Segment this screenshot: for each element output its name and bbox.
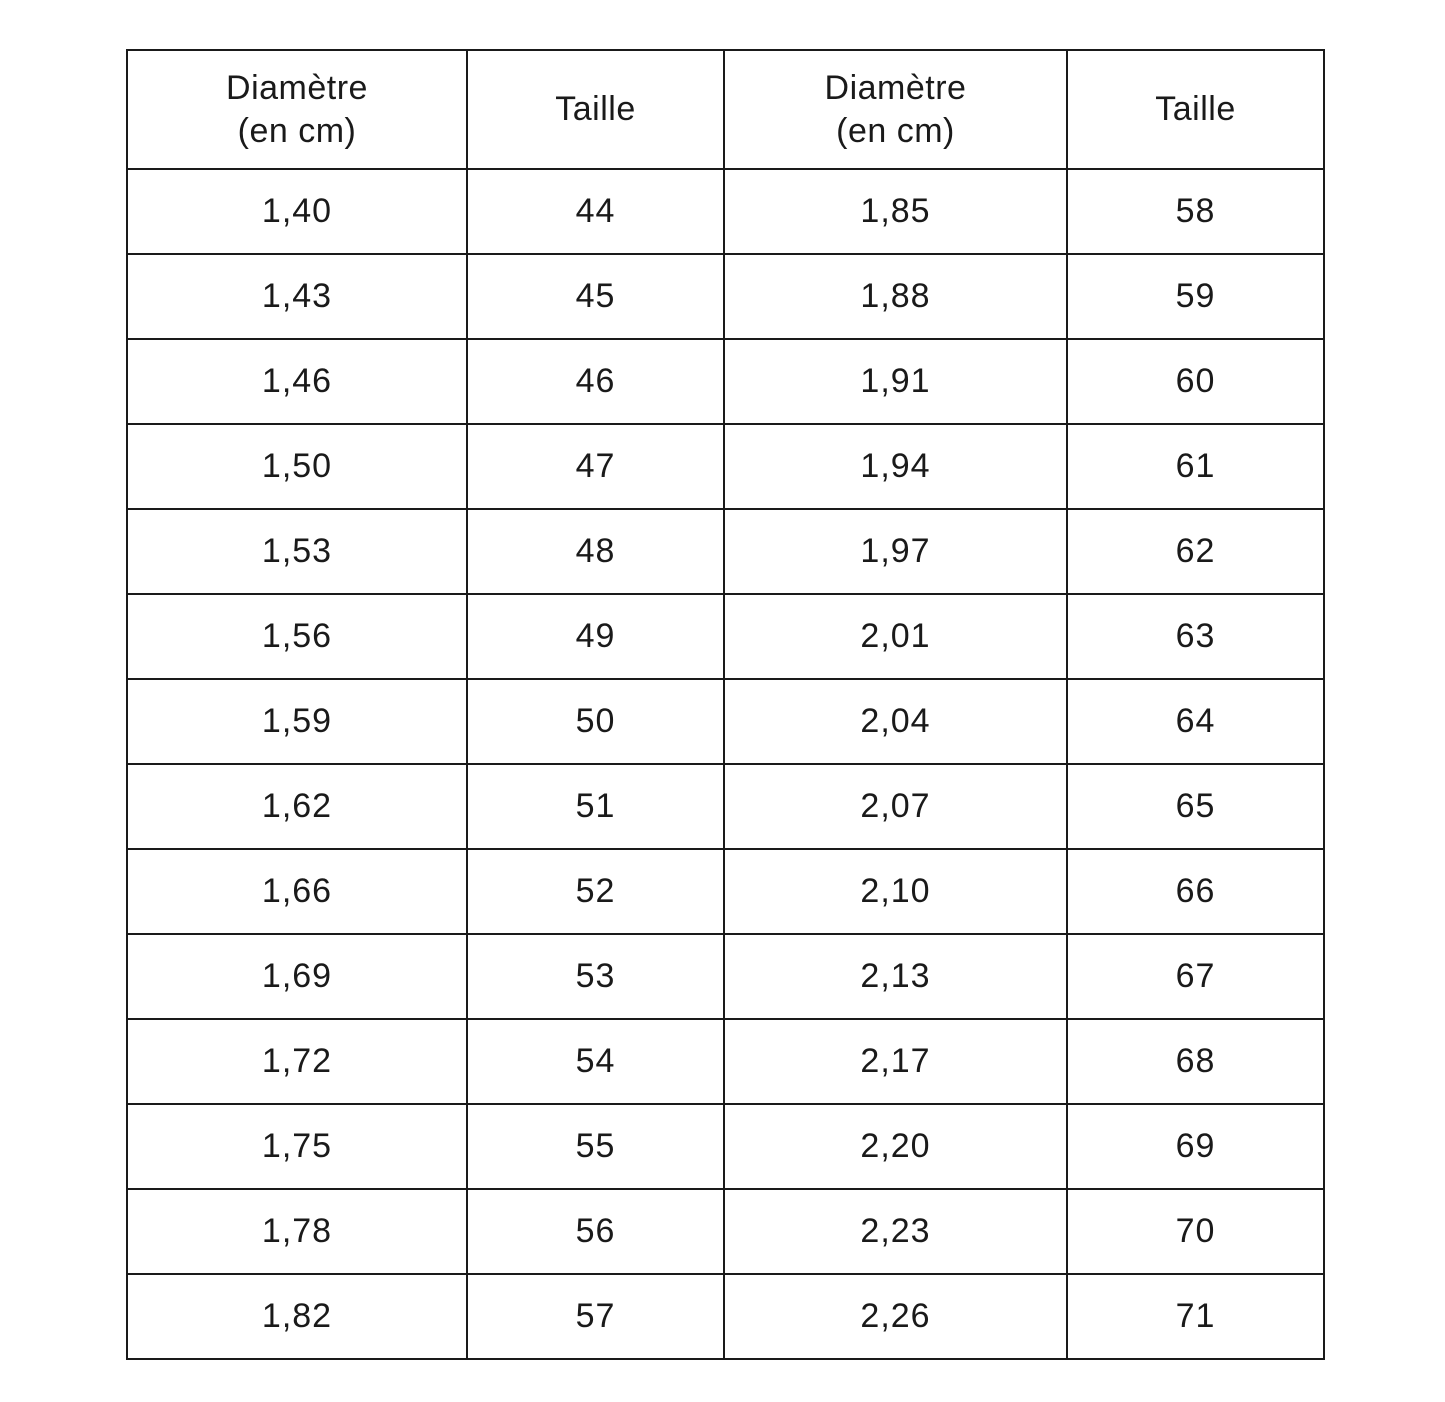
table-row [127, 849, 1324, 934]
size-cell: 65 [1067, 764, 1324, 849]
diameter-cell: 1,53 [127, 509, 467, 594]
size-cell: 50 [467, 679, 724, 764]
size-cell: 62 [1067, 509, 1324, 594]
size-cell: 67 [1067, 934, 1324, 1019]
diameter-cell: 1,82 [127, 1274, 467, 1359]
size-cell: 68 [1067, 1019, 1324, 1104]
diameter-cell: 2,26 [724, 1274, 1067, 1359]
table-row [127, 1189, 1324, 1274]
table-row [127, 1104, 1324, 1189]
header-label: Taille [1155, 90, 1236, 128]
diameter-cell: 2,07 [724, 764, 1067, 849]
size-cell: 54 [467, 1019, 724, 1104]
size-cell: 69 [1067, 1104, 1324, 1189]
diameter-cell: 1,50 [127, 424, 467, 509]
size-cell: 56 [467, 1189, 724, 1274]
size-cell: 45 [467, 254, 724, 339]
size-cell: 52 [467, 849, 724, 934]
size-cell: 47 [467, 424, 724, 509]
table-row [127, 509, 1324, 594]
size-cell: 64 [1067, 679, 1324, 764]
table-row [127, 934, 1324, 1019]
table-row [127, 594, 1324, 679]
diameter-cell: 1,78 [127, 1189, 467, 1274]
diameter-cell: 1,40 [127, 169, 467, 254]
size-cell: 71 [1067, 1274, 1324, 1359]
table-row [127, 1274, 1324, 1359]
diameter-cell: 1,69 [127, 934, 467, 1019]
diameter-cell: 1,56 [127, 594, 467, 679]
diameter-cell: 2,01 [724, 594, 1067, 679]
table-row [127, 254, 1324, 339]
size-cell: 63 [1067, 594, 1324, 679]
size-cell: 51 [467, 764, 724, 849]
size-cell: 46 [467, 339, 724, 424]
diameter-cell: 2,13 [724, 934, 1067, 1019]
ring-size-table [126, 49, 1325, 1360]
diameter-cell: 1,75 [127, 1104, 467, 1189]
header-label: Taille [555, 90, 636, 128]
diameter-cell: 1,66 [127, 849, 467, 934]
diameter-cell: 2,10 [724, 849, 1067, 934]
header-diameter-2 [724, 50, 1067, 169]
table-row [127, 339, 1324, 424]
header-label: Diamètre [226, 68, 368, 107]
size-cell: 61 [1067, 424, 1324, 509]
diameter-cell: 1,94 [724, 424, 1067, 509]
table-row [127, 764, 1324, 849]
diameter-cell: 1,97 [724, 509, 1067, 594]
diameter-cell: 1,59 [127, 679, 467, 764]
table-row [127, 679, 1324, 764]
size-cell: 66 [1067, 849, 1324, 934]
table-row [127, 424, 1324, 509]
header-size-1 [467, 50, 724, 169]
header-label: Diamètre [824, 68, 967, 107]
header-size-2 [1067, 50, 1324, 169]
size-cell: 70 [1067, 1189, 1324, 1274]
size-cell: 49 [467, 594, 724, 679]
size-cell: 53 [467, 934, 724, 1019]
table-body [127, 169, 1324, 1359]
size-cell: 59 [1067, 254, 1324, 339]
size-cell: 48 [467, 509, 724, 594]
size-cell: 55 [467, 1104, 724, 1189]
header-unit: (en cm) [836, 111, 955, 150]
diameter-cell: 1,91 [724, 339, 1067, 424]
header-unit: (en cm) [237, 111, 357, 150]
header-row [127, 50, 1324, 169]
size-cell: 60 [1067, 339, 1324, 424]
diameter-cell: 2,20 [724, 1104, 1067, 1189]
size-cell: 57 [467, 1274, 724, 1359]
diameter-cell: 1,88 [724, 254, 1067, 339]
diameter-cell: 1,43 [127, 254, 467, 339]
diameter-cell: 2,17 [724, 1019, 1067, 1104]
diameter-cell: 1,85 [724, 169, 1067, 254]
table-row [127, 169, 1324, 254]
size-cell: 58 [1067, 169, 1324, 254]
diameter-cell: 1,46 [127, 339, 467, 424]
table-row [127, 1019, 1324, 1104]
diameter-cell: 1,72 [127, 1019, 467, 1104]
diameter-cell: 2,04 [724, 679, 1067, 764]
header-diameter-1 [127, 50, 467, 169]
diameter-cell: 2,23 [724, 1189, 1067, 1274]
diameter-cell: 1,62 [127, 764, 467, 849]
size-cell: 44 [467, 169, 724, 254]
